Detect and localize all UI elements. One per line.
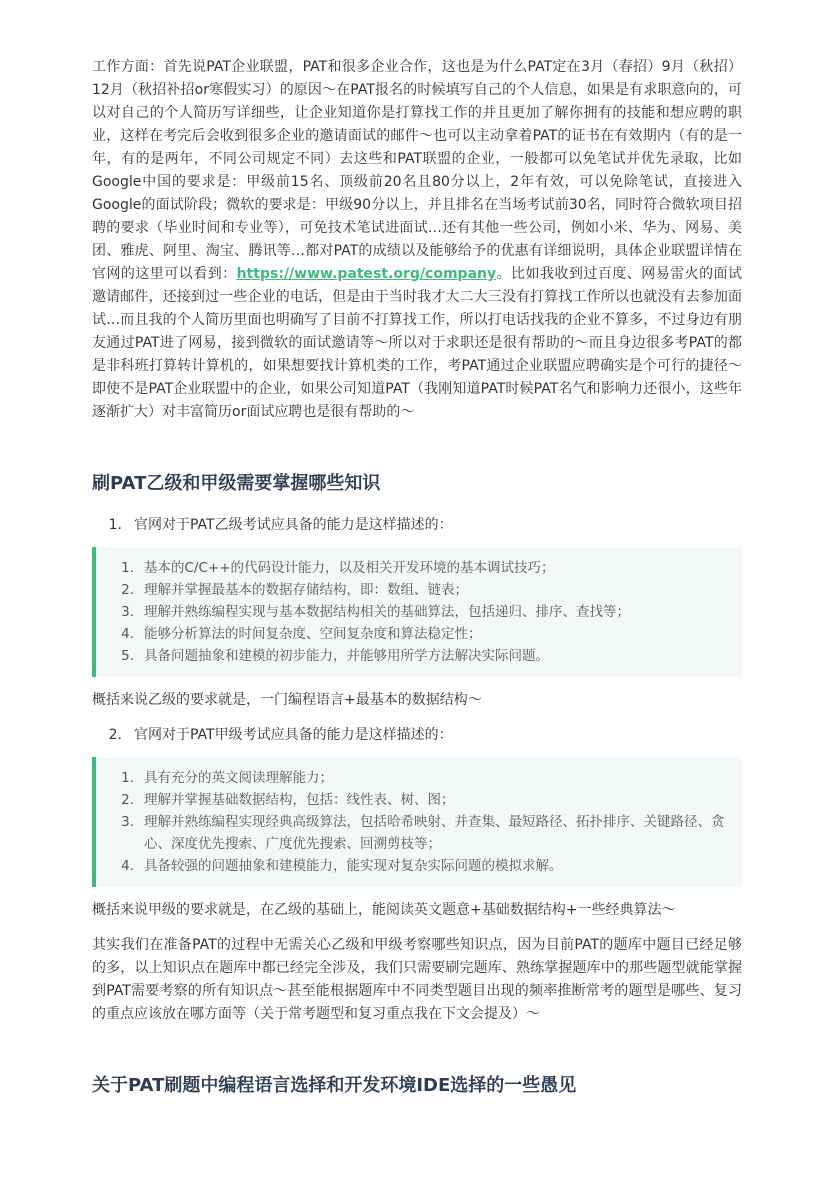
quote-list-text: 具备问题抽象和建模的初步能力，并能够用所学方法解决实际问题。 — [144, 648, 549, 664]
quote-list-item — [110, 855, 730, 877]
quote-list-item — [110, 789, 730, 811]
quote-list-number: 2. — [121, 582, 134, 598]
blockquote-b-level-abilities — [92, 547, 742, 677]
intro-text-before-link: 工作方面：首先说PAT企业联盟，PAT和很多企业合作，这也是为什么PAT定在3月（春招）9月（秋招）12月（秋招补招or寒假实习）的原因～在PAT报名的时候填写自己的个人信息，如果是有求职意向的，可以对自己的个人简历写详细些，让企业知道你是打算找工作的并且更加了解你拥有的技能和想应聘的职业，这样在考完后会收到很多企业的邀请面试的邮件～也可以主动拿着PAT的证书在有效期内（有的是一年，有的是两年，不同公司规定不同）去这些和PAT联盟的企业，一般都可以免笔试并优先录取，比如Google中国的要求是：甲级前15名、顶级前20名且80分以上，2年有效，可以免除笔试，直接进入Google的面试阶段；微软的要求是：甲级90分以上，并且排名在当场考试前30名，同时符合微软项目招聘的要求（毕业时间和专业等），可免技术笔试进面试…还有其他一些公司，例如小米、华为、网易、美团、雅虎、阿里、淘宝、腾讯等…都对PAT的成绩以及能够给予的优惠有详细说明，具体企业联盟详情在官网的这里可以看到： — [92, 59, 742, 282]
quote-list-text: 具备较强的问题抽象和建模能力，能实现对复杂实际问题的模拟求解。 — [144, 858, 563, 874]
quote-list-text: 理解并掌握最基本的数据存储结构，即：数组、链表； — [144, 582, 468, 598]
quote-list-text: 理解并掌握基础数据结构，包括：线性表、树、图； — [144, 792, 455, 808]
quote-list-item — [110, 811, 730, 855]
section-heading-language-ide: 关于PAT刷题中编程语言选择和开发环境IDE选择的一些愚见 — [92, 1075, 577, 1096]
quote-list-number: 1. — [121, 560, 134, 576]
quote-list-number: 4. — [121, 858, 134, 874]
quote-list-number: 2. — [121, 792, 134, 808]
quote-list-number: 3. — [121, 814, 134, 830]
blockquote-a-level-abilities — [92, 757, 742, 887]
a-level-ability-list — [110, 767, 730, 877]
quote-list-text: 能够分析算法的时间复杂度、空间复杂度和算法稳定性； — [144, 626, 482, 642]
outer-list-item-1 — [92, 514, 742, 537]
quote-list-item — [110, 623, 730, 645]
intro-text-after-link: 。比如我收到过百度、网易雷火的面试邀请邮件，还接到过一些企业的电话，但是由于当时我才大二大三没有打算找工作所以也就没有去参加面试…而且我的个人简历里面也明确写了目前不打算找工作，所以打电话找我的企业不算多，不过身边有朋友通过PAT进了网易，接到微软的面试邀请等～所以对于求职还是很有帮助的～而且身边很多考PAT的都是非科班打算转计算机的，如果想要找计算机类的工作，考PAT通过企业联盟应聘确实是个可行的捷径～即使不是PAT企业联盟中的企业，如果公司知道PAT（我刚知道PAT时候PAT名气和影响力还很小，这些年逐渐扩大）对丰富简历or面试应聘也是很有帮助的～ — [92, 266, 743, 420]
quote-list-text: 基本的C/C++的代码设计能力，以及相关开发环境的基本调试技巧； — [144, 560, 555, 576]
quote-list-number: 1. — [121, 770, 134, 786]
b-level-ability-list — [110, 557, 730, 667]
list-item — [92, 724, 742, 747]
outer-list-item-2 — [92, 724, 742, 747]
summary-a-level: 概括来说甲级的要求就是，在乙级的基础上，能阅读英文题意+基础数据结构+一些经典算法～ — [92, 902, 676, 918]
quote-list-number: 5. — [121, 648, 134, 664]
quote-list-item — [110, 767, 730, 789]
quote-list-item — [110, 601, 730, 623]
patest-company-link[interactable]: https://www.patest.org/company — [236, 266, 497, 282]
summary-b-level: 概括来说乙级的要求就是，一门编程语言+最基本的数据结构～ — [92, 692, 482, 708]
quote-list-text: 理解并熟练编程实现与基本数据结构相关的基础算法，包括递归、排序、查找等； — [144, 604, 630, 620]
quote-list-item — [110, 645, 730, 667]
list-item-text: 官网对于PAT乙级考试应具备的能力是这样描述的： — [134, 517, 453, 533]
list-item — [92, 514, 742, 537]
quote-list-text: 具有充分的英文阅读理解能力； — [144, 770, 333, 786]
list-number: 2. — [108, 727, 122, 743]
intro-paragraph — [92, 56, 742, 424]
section-heading-knowledge: 刷PAT乙级和甲级需要掌握哪些知识 — [92, 473, 381, 494]
list-number: 1. — [108, 517, 122, 533]
quote-list-item — [110, 579, 730, 601]
quote-list-text: 理解并熟练编程实现经典高级算法，包括哈希映射、并查集、最短路径、拓扑排序、关键路径、贪心、深度优先搜索、广度优先搜索、回溯剪枝等； — [144, 814, 725, 852]
knowledge-paragraph: 其实我们在准备PAT的过程中无需关心乙级和甲级考察哪些知识点，因为目前PAT的题库中题目已经足够的多，以上知识点在题库中都已经完全涉及，我们只需要刷完题库、熟练掌握题库中的那些题型就能掌握到PAT需要考察的所有知识点～甚至能根据题库中不同类型题目出现的频率推断常考的题型是哪些、复习的重点应该放在哪方面等（关于常考题型和复习重点我在下文会提及）～ — [92, 937, 742, 1022]
list-item-text: 官网对于PAT甲级考试应具备的能力是这样描述的： — [134, 727, 453, 743]
quote-list-number: 3. — [121, 604, 134, 620]
quote-list-number: 4. — [121, 626, 134, 642]
quote-list-item — [110, 557, 730, 579]
